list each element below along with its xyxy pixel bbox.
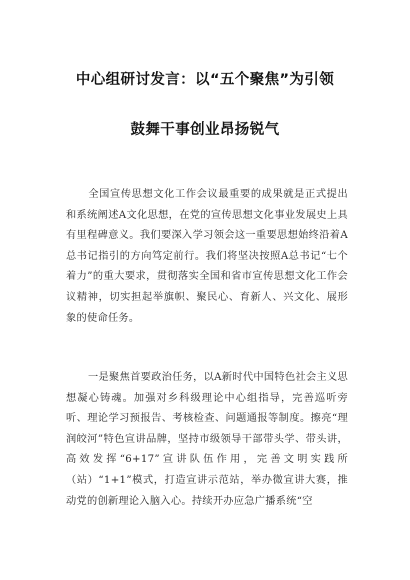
paragraph-2-text: 一是聚焦首要政治任务，以A新时代中国特色社会主义思想凝心铸魂。加强对乡科级理论中心组指导，完善巡听旁听、理论学习预报告、考核检查、问题通报等制度。擦亮“理润皎河”特色宣讲品牌，坚持市级领导干部带头学、带头讲，高效发挥“6+17”宣讲队伍作用，完善文明实践所（站）“1+1”模式，打造宣讲示范站，举办微宣讲大赛，推动党的创新理论入脑入心。持续开办应急广播系统“空 — [66, 372, 348, 507]
document-title-line-2: 鼓舞干事创业昂扬锐气 — [130, 122, 280, 138]
body-paragraph-1 — [66, 185, 348, 329]
body-paragraph-2 — [66, 368, 348, 512]
paragraph-1-text: 全国宣传思想文化工作会议最重要的成果就是正式提出和系统阐述A文化思想，在党的宣传思想文化事业发展史上具有里程碑意义。我们要深入学习领会这一重要思想始终沿着A总书记指引的方向笃定前行。我们将坚决按照A总书记“七个着力”的重大要求，贯彻落实全国和省市宣传思想文化工作会议精神，切实担起举旗帜、聚民心、育新人、兴文化、展形象的使命任务。 — [66, 189, 348, 324]
document-title-line-1: 中心组研讨发言：以“五个聚焦”为引领 — [75, 72, 335, 88]
